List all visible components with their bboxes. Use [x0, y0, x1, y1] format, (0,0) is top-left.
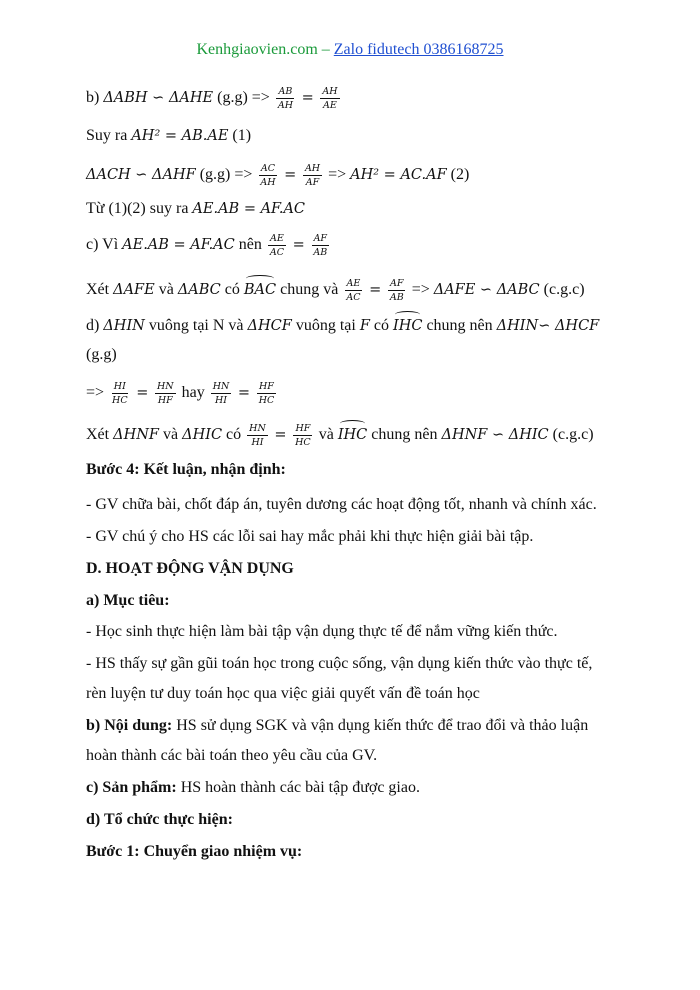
content-paragraph: b) Nội dung: HS sử dụng SGK và vận dụng kiến thức để trao đổi và thảo luận [86, 717, 589, 734]
fraction: $\frac{AB}{AH}$ [277, 86, 293, 111]
fraction: $\frac{AH}{AE}$ [322, 86, 338, 111]
fraction: $\frac{AH}{AF}$ [304, 163, 321, 188]
proof-d-line-1: d) ΔHIN vuông tại N và ΔHCF vuông tại F có IHC chung nên ΔHIN∽ ΔHCF [86, 317, 600, 334]
organization-heading: d) Tổ chức thực hiện: [86, 811, 233, 828]
proof-line-3: Từ (1)(2) suy ra AE.AB = AF.AC [86, 200, 306, 217]
proof-c-line-2: Xét ΔAFE và ΔABC có BAC chung và $\frac{AE}{AC}$ = $\frac{AF}{AB}$ => ΔAFE ∽ ΔABC (c.g.c) [86, 278, 585, 303]
teacher-note-1: - GV chữa bài, chốt đáp án, tuyên dương các hoạt động tốt, nhanh và chính xác. [86, 496, 597, 513]
zalo-link[interactable]: Zalo fidutech 0386168725 [333, 41, 504, 58]
fraction: $\frac{HI}{HC}$ [112, 381, 128, 406]
proof-line-1: Suy ra AH² = AB.AE (1) [86, 127, 252, 144]
fraction: $\frac{HF}{HC}$ [258, 381, 275, 406]
angle-symbol: IHC [392, 318, 423, 334]
objective-item-2: - HS thấy sự gần gũi toán học trong cuộc sống, vận dụng kiến thức vào thực tế, [86, 655, 593, 672]
header-separator: – [321, 41, 330, 58]
angle-symbol: BAC [243, 282, 277, 299]
section-d-heading: D. HOẠT ĐỘNG VẬN DỤNG [86, 560, 294, 577]
fraction: $\frac{AF}{AB}$ [389, 278, 404, 303]
proof-d-line-3: => $\frac{HI}{HC}$ = $\frac{HN}{HF}$ hay $\frac{HN}{HI}$ = $\frac{HF}{HC}$ [86, 381, 275, 406]
fraction: $\frac{AF}{AB}$ [313, 233, 328, 258]
proof-d-line-4: Xét ΔHNF và ΔHIC có $\frac{HN}{HI}$ = $\frac{HF}{HC}$ và IHC chung nên ΔHNF ∽ ΔHIC (c.g.c) [86, 423, 594, 448]
objective-heading: a) Mục tiêu: [86, 592, 170, 609]
teacher-note-2: - GV chú ý cho HS các lỗi sai hay mắc phải khi thực hiện giải bài tập. [86, 528, 534, 545]
fraction: $\frac{HN}{HI}$ [212, 381, 230, 406]
objective-item-1: - Học sinh thực hiện làm bài tập vận dụng thực tế để nắm vững kiến thức. [86, 623, 558, 640]
proof-c-line-1: c) Vì AE.AB = AF.AC nên $\frac{AE}{AC}$ = $\frac{AF}{AB}$ [86, 233, 328, 258]
content-paragraph-cont: hoàn thành các bài toán theo yêu cầu của GV. [86, 747, 378, 764]
proof-b-line: b) ΔABH ∽ ΔAHE (g.g) => $\frac{AB}{AH}$ = $\frac{AH}{AE}$ [86, 86, 338, 111]
fraction: $\frac{AE}{AC}$ [346, 278, 361, 303]
page-header [0, 41, 700, 59]
proof-line-2: ΔACH ∽ ΔAHF (g.g) => $\frac{AC}{AH}$ = $\frac{AH}{AF}$ => AH² = AC.AF (2) [86, 163, 470, 188]
objective-item-2-cont: rèn luyện tư duy toán học qua việc giải quyết vấn đề toán học [86, 685, 480, 702]
step-4-heading: Bước 4: Kết luận, nhận định: [86, 461, 286, 478]
step-1-heading: Bước 1: Chuyển giao nhiệm vụ: [86, 843, 303, 860]
proof-d-line-2: (g.g) [86, 346, 117, 363]
fraction: $\frac{AE}{AC}$ [269, 233, 284, 258]
fraction: $\frac{HN}{HF}$ [156, 381, 174, 406]
fraction: $\frac{HN}{HI}$ [249, 423, 266, 448]
angle-symbol: IHC [337, 427, 368, 444]
product-paragraph: c) Sản phẩm: HS hoàn thành các bài tập được giao. [86, 779, 420, 796]
fraction: $\frac{AC}{AH}$ [260, 163, 276, 188]
site-link[interactable]: Kenhgiaovien.com [196, 41, 318, 58]
fraction: $\frac{HF}{HC}$ [295, 423, 311, 448]
